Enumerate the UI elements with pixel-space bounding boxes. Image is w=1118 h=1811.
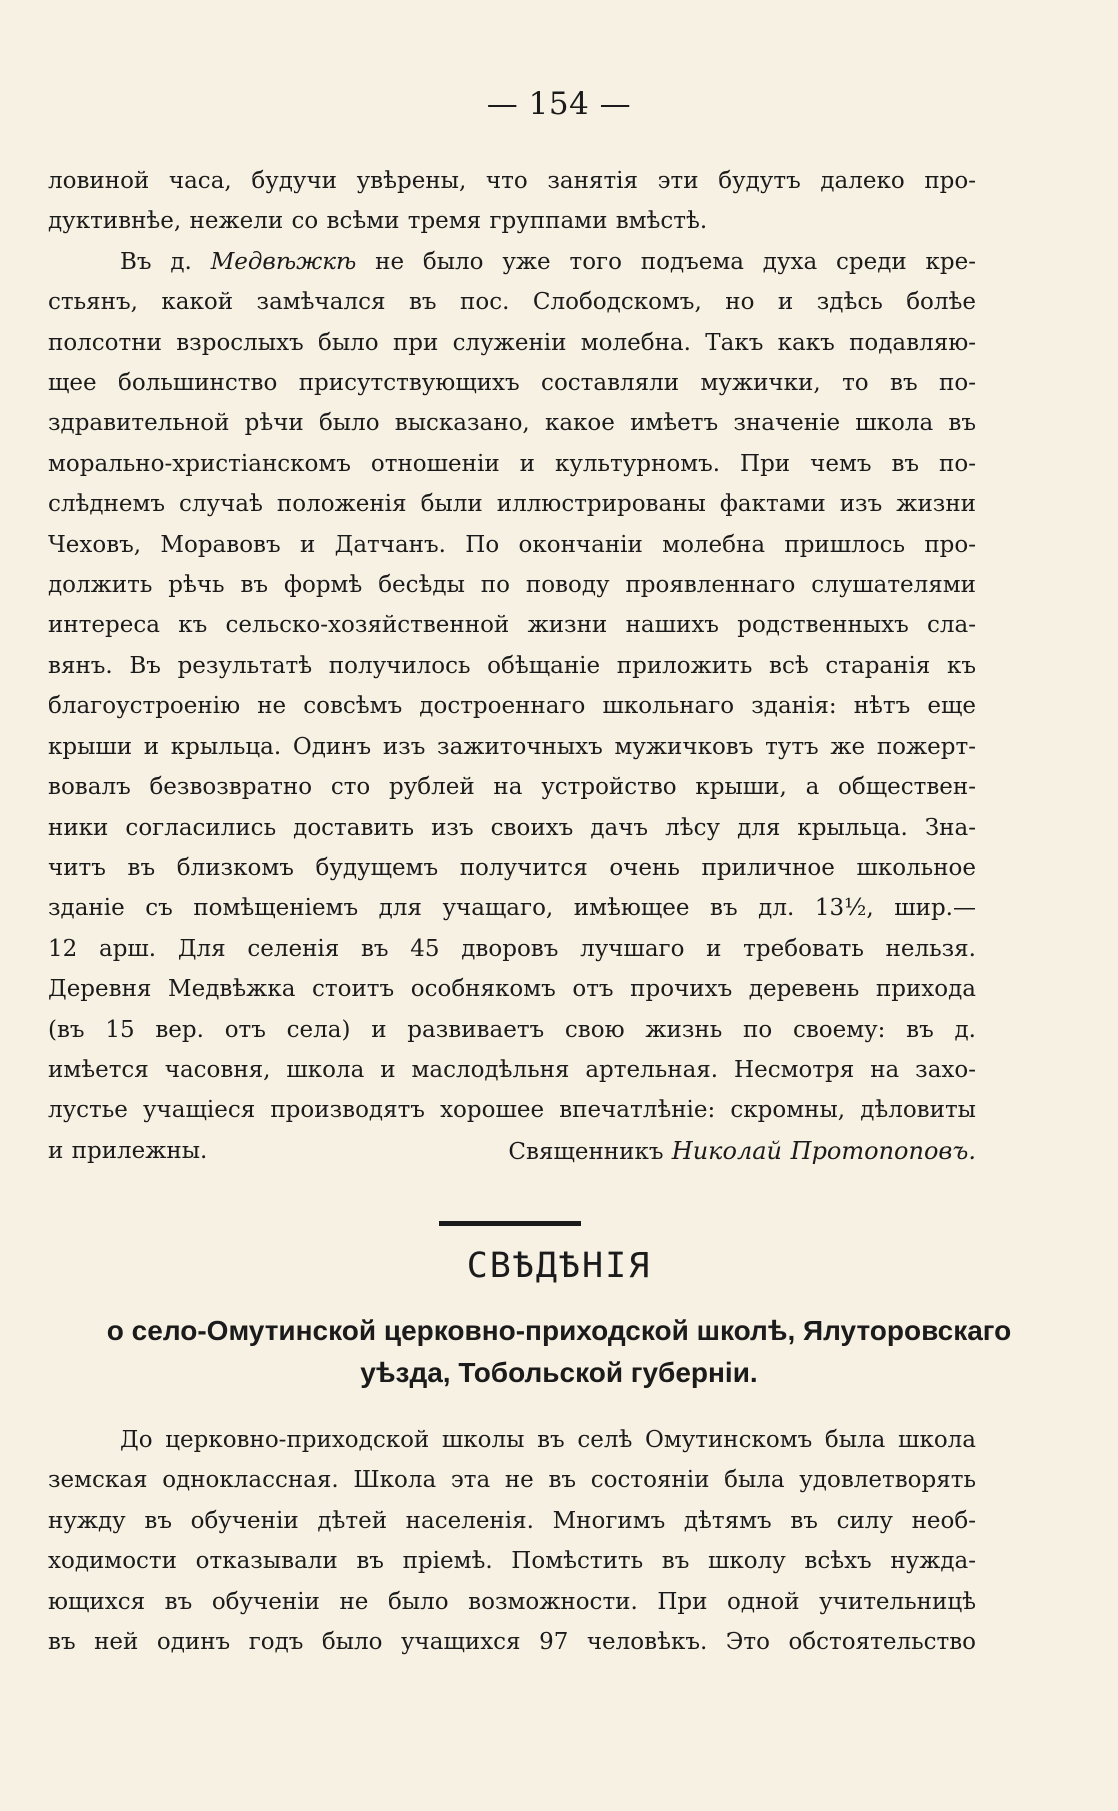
text-line: 12 арш. Для селенія въ 45 дворовъ лучшаго и требовать нельзя.	[48, 935, 976, 962]
text-line: благоустроенію не совсѣмъ достроеннаго школьнаго зданія: нѣтъ еще	[48, 693, 976, 720]
text-line: крыши и крыльца. Одинъ изъ зажиточныхъ мужичковъ тутъ же пожерт-	[48, 733, 976, 760]
text-line: ловиной часа, будучи увѣрены, что занятія эти будутъ далеко про-	[48, 168, 976, 194]
text-line: нужду въ обученіи дѣтей населенія. Многимъ дѣтямъ въ силу необ-	[48, 1507, 976, 1534]
text-line: Деревня Медвѣжка стоитъ особнякомъ отъ прочихъ деревень прихода	[48, 976, 976, 1003]
text-line: въ ней одинъ годъ было учащихся 97 человѣкъ. Это обстоятельство	[48, 1629, 976, 1656]
section-divider	[439, 1221, 581, 1226]
text-fragment: Въ д.	[120, 248, 192, 275]
text-line: интереса къ сельско-хозяйственной жизни нашихъ родственныхъ сла-	[48, 612, 976, 639]
text-line: имѣется часовня, школа и маслодѣльня артельная. Несмотря на захо-	[48, 1056, 976, 1083]
text-line: должить рѣчь въ формѣ бесѣды по поводу проявленнаго слушателями	[48, 572, 976, 599]
text-line: дуктивнѣе, нежели со всѣми тремя группами вмѣстѣ.	[48, 208, 708, 235]
place-name: Медвѣжкѣ	[210, 248, 357, 275]
section-subtitle-line: уѣзда, Тобольской губерніи.	[360, 1357, 758, 1388]
section-subtitle-line: о село-Омутинской церковно-приходской школѣ, Ялуторовскаго	[106, 1315, 1012, 1346]
text-line: (въ 15 вер. отъ села) и развиваетъ свою жизнь по своему: въ д.	[48, 1016, 976, 1043]
text-fragment: не было уже того подъема духа среди кре-	[375, 248, 977, 275]
text-line: Чеховъ, Моравовъ и Датчанъ. По окончаніи молебна пришлось про-	[48, 531, 976, 558]
signature-author	[508, 1131, 976, 1172]
paragraph-opening-line	[48, 242, 976, 282]
text-line: вовалъ безвозвратно сто рублей на устройство крыши, а обществен-	[48, 774, 976, 801]
text-line: земская одноклассная. Школа эта не въ состояніи была удовлетворять	[48, 1467, 976, 1494]
text-line: ходимости отказывали въ пріемѣ. Помѣстить въ школу всѣхъ нужда-	[48, 1548, 976, 1575]
text-line: вянъ. Въ результатѣ получилось обѣщаніе приложить всѣ старанія къ	[48, 652, 976, 679]
text-line: стьянъ, какой замѣчался въ пос. Слободскомъ, но и здѣсь болѣе	[48, 289, 976, 316]
page-number: — 154 —	[486, 86, 632, 122]
continued-paragraph	[48, 161, 976, 1172]
signature-line	[48, 1131, 976, 1172]
text-line: До церковно-приходской школы въ селѣ Омутинскомъ была школа	[120, 1427, 976, 1453]
text-line: полсотни взрослыхъ было при служеніи молебна. Такъ какъ подавляю-	[48, 329, 976, 356]
text-line: зданіе съ помѣщеніемъ для учащаго, имѣющее въ дл. 13½, шир.—	[48, 895, 976, 922]
section-paragraph	[48, 1420, 976, 1662]
text-line: морально-христіанскомъ отношеніи и культурномъ. При чемъ въ по-	[48, 450, 976, 477]
text-line: щее большинство присутствующихъ составляли мужички, то въ по-	[48, 370, 976, 397]
signature-title: Священникъ	[508, 1138, 664, 1165]
text-line: слѣднемъ случаѣ положенія были иллюстрированы фактами изъ жизни	[48, 491, 976, 518]
text-line: читъ въ близкомъ будущемъ получится очень приличное школьное	[48, 854, 976, 881]
signature-left-text: и прилежны.	[48, 1137, 208, 1164]
text-line: лустье учащіеся производятъ хорошее впечатлѣніе: скромны, дѣловиты	[48, 1097, 976, 1124]
section-title: СВѢДѢНІЯ	[466, 1246, 652, 1286]
text-line: здравительной рѣчи было высказано, какое имѣетъ значеніе школа въ	[48, 410, 976, 437]
section-subtitle	[0, 1310, 1118, 1394]
text-line: ники согласились доставить изъ своихъ дачъ лѣсу для крыльца. Зна-	[48, 814, 976, 841]
text-line: ющихся въ обученіи не было возможности. При одной учительницѣ	[48, 1588, 976, 1615]
signature-name: Николай Протопоповъ.	[671, 1136, 976, 1165]
